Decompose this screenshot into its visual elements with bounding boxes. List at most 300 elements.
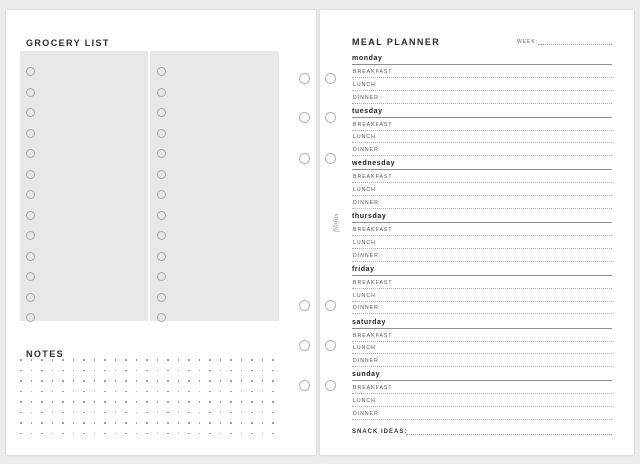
grid-dot	[220, 422, 222, 424]
grid-dot	[31, 391, 33, 393]
grid-dot	[199, 370, 201, 372]
grid-dot	[125, 433, 127, 435]
day-block-tuesday	[352, 108, 612, 160]
column-divider	[148, 51, 150, 321]
grid-dot	[115, 433, 117, 435]
grid-dot	[41, 391, 43, 393]
grid-dot	[73, 391, 75, 393]
meal-label-breakfast: BREAKFAST	[353, 69, 393, 75]
grid-dot	[220, 433, 222, 435]
grid-dot	[251, 433, 253, 435]
binder-hole	[325, 340, 336, 351]
grid-dot	[272, 391, 274, 393]
grid-dot	[41, 401, 43, 403]
grid-dot	[62, 422, 64, 424]
grid-dot	[115, 391, 117, 393]
grid-dot	[241, 359, 243, 361]
meal-entry-line[interactable]	[352, 393, 612, 394]
grid-dot	[20, 422, 22, 424]
grocery-checkbox[interactable]	[26, 108, 35, 117]
meal-label-dinner: DINNER	[353, 252, 379, 259]
grocery-checkbox[interactable]	[26, 67, 35, 76]
grocery-column-2	[151, 51, 278, 321]
day-block-friday	[352, 266, 612, 318]
meal-label-lunch: LUNCH	[353, 134, 376, 141]
grid-dot	[272, 433, 274, 435]
grid-dot	[104, 359, 106, 361]
grid-dot	[251, 412, 253, 414]
day-block-sunday	[352, 371, 612, 423]
grocery-checkbox[interactable]	[26, 170, 35, 179]
grid-dot	[262, 433, 264, 435]
grid-dot	[41, 359, 43, 361]
grid-dot	[20, 412, 22, 414]
grid-dot	[52, 391, 54, 393]
meal-label-lunch: LUNCH	[353, 345, 376, 352]
grid-dot	[199, 359, 201, 361]
grid-dot	[157, 359, 159, 361]
grid-dot	[167, 380, 169, 382]
grid-dot	[157, 380, 159, 382]
meal-label-dinner: DINNER	[353, 94, 379, 101]
meal-label-dinner: DINNER	[353, 305, 379, 312]
grid-dot	[41, 433, 43, 435]
day-block-wednesday	[352, 160, 612, 212]
grid-dot	[73, 380, 75, 382]
grid-dot	[146, 391, 148, 393]
grid-dot	[136, 370, 138, 372]
grid-dot	[209, 412, 211, 414]
grid-dot	[188, 401, 190, 403]
grid-dot	[20, 359, 22, 361]
grid-dot	[199, 391, 201, 393]
grocery-list-title: GROCERY LIST	[26, 38, 110, 48]
day-divider	[352, 64, 612, 65]
grid-dot	[94, 380, 96, 382]
meal-label-breakfast: BREAKFAST	[353, 385, 393, 392]
grid-dot	[20, 391, 22, 393]
grid-dot	[52, 433, 54, 435]
grid-dot	[188, 391, 190, 393]
grid-dot	[136, 433, 138, 435]
grid-dot	[41, 422, 43, 424]
grid-dot	[115, 359, 117, 361]
grid-dot	[188, 370, 190, 372]
grid-dot	[136, 391, 138, 393]
grid-dot	[241, 391, 243, 393]
grid-dot	[52, 422, 54, 424]
grid-dot	[146, 433, 148, 435]
grid-dot	[115, 370, 117, 372]
grid-dot	[167, 391, 169, 393]
grocery-checkbox[interactable]	[157, 108, 166, 117]
grid-dot	[230, 433, 232, 435]
grid-dot	[125, 391, 127, 393]
grid-dot	[83, 422, 85, 424]
day-block-thursday	[352, 213, 612, 265]
grid-dot	[125, 401, 127, 403]
grid-dot	[167, 422, 169, 424]
grid-dot	[20, 433, 22, 435]
binder-hole	[325, 73, 336, 84]
grid-dot	[136, 422, 138, 424]
meal-entry-line[interactable]	[352, 301, 612, 302]
meal-entry-line[interactable]	[352, 353, 612, 354]
grocery-checkbox[interactable]	[157, 313, 166, 322]
grid-dot	[178, 359, 180, 361]
grid-dot	[230, 380, 232, 382]
notes-dot-grid[interactable]	[20, 359, 280, 439]
grid-dot	[220, 391, 222, 393]
day-divider	[352, 117, 612, 118]
grid-dot	[167, 370, 169, 372]
grid-dot	[157, 422, 159, 424]
grid-dot	[73, 412, 75, 414]
meal-label-breakfast: BREAKFAST	[353, 279, 393, 286]
day-divider	[352, 222, 612, 223]
grid-dot	[94, 359, 96, 361]
meal-entry-line[interactable]	[352, 235, 612, 236]
grocery-checkbox[interactable]	[26, 211, 35, 220]
grid-dot	[230, 401, 232, 403]
grocery-checkbox[interactable]	[157, 88, 166, 97]
grid-dot	[146, 359, 148, 361]
grid-dot	[136, 401, 138, 403]
grid-dot	[31, 401, 33, 403]
grid-dot	[241, 401, 243, 403]
grocery-checkbox[interactable]	[26, 313, 35, 322]
grid-dot	[62, 370, 64, 372]
grid-dot	[209, 391, 211, 393]
grid-dot	[146, 380, 148, 382]
grid-dot	[31, 412, 33, 414]
day-name: wednesday	[352, 160, 396, 168]
grid-dot	[104, 370, 106, 372]
grid-dot	[230, 370, 232, 372]
grid-dot	[272, 380, 274, 382]
grid-dot	[262, 412, 264, 414]
day-divider	[352, 328, 612, 329]
grid-dot	[52, 370, 54, 372]
binder-hole	[325, 112, 336, 123]
grid-dot	[178, 380, 180, 382]
grocery-column-1	[20, 51, 147, 321]
grid-dot	[31, 422, 33, 424]
grid-dot	[220, 412, 222, 414]
grid-dot	[272, 422, 274, 424]
grocery-checkbox[interactable]	[157, 170, 166, 179]
grid-dot	[83, 401, 85, 403]
grid-dot	[73, 370, 75, 372]
grid-dot	[115, 422, 117, 424]
snack-ideas-label: SNACK IDEAS:	[352, 429, 408, 435]
binder-hole	[325, 153, 336, 164]
meal-label-dinner: DINNER	[353, 410, 379, 417]
grid-dot	[272, 359, 274, 361]
grocery-list-box	[20, 51, 279, 321]
meal-entry-line[interactable]	[352, 103, 612, 104]
grid-dot	[251, 380, 253, 382]
grid-dot	[115, 380, 117, 382]
grid-dot	[146, 422, 148, 424]
week-input-line[interactable]	[538, 44, 612, 45]
grid-dot	[251, 370, 253, 372]
grid-dot	[115, 412, 117, 414]
meal-label-breakfast: BREAKFAST	[353, 227, 393, 234]
grid-dot	[83, 433, 85, 435]
meal-entry-line[interactable]	[352, 248, 612, 249]
grid-dot	[104, 401, 106, 403]
grid-dot	[199, 422, 201, 424]
binder-hole	[299, 112, 310, 123]
grid-dot	[94, 370, 96, 372]
grid-dot	[20, 401, 22, 403]
week-label: WEEK:	[517, 39, 539, 45]
grid-dot	[52, 412, 54, 414]
grid-dot	[262, 391, 264, 393]
grid-dot	[125, 370, 127, 372]
grid-dot	[251, 401, 253, 403]
grid-dot	[157, 370, 159, 372]
grid-dot	[73, 433, 75, 435]
grocery-checkbox[interactable]	[157, 252, 166, 261]
grid-dot	[167, 401, 169, 403]
grid-dot	[62, 433, 64, 435]
meal-entry-line[interactable]	[352, 142, 612, 143]
grocery-checkbox[interactable]	[26, 231, 35, 240]
grid-dot	[230, 359, 232, 361]
grid-dot	[20, 370, 22, 372]
meal-planner-title: MEAL PLANNER	[352, 37, 441, 47]
meal-label-lunch: LUNCH	[353, 81, 376, 88]
meal-label-lunch: LUNCH	[353, 187, 376, 194]
grid-dot	[220, 380, 222, 382]
grid-dot	[251, 391, 253, 393]
binder-hole	[299, 380, 310, 391]
grocery-checkbox[interactable]	[26, 129, 35, 138]
meal-entry-line[interactable]	[352, 313, 612, 314]
grid-dot	[125, 359, 127, 361]
binder-hole	[325, 300, 336, 311]
grid-dot	[220, 401, 222, 403]
grid-dot	[94, 391, 96, 393]
grid-dot	[136, 380, 138, 382]
grid-dot	[251, 359, 253, 361]
grid-dot	[94, 422, 96, 424]
grid-dot	[220, 359, 222, 361]
grocery-checkbox[interactable]	[157, 67, 166, 76]
grocery-checkbox[interactable]	[157, 149, 166, 158]
grid-dot	[41, 380, 43, 382]
grid-dot	[83, 380, 85, 382]
grid-dot	[20, 380, 22, 382]
grocery-checkbox[interactable]	[157, 190, 166, 199]
grid-dot	[272, 370, 274, 372]
grid-dot	[31, 433, 33, 435]
grid-dot	[188, 433, 190, 435]
grocery-checkbox[interactable]	[157, 231, 166, 240]
grid-dot	[167, 359, 169, 361]
meal-entry-line[interactable]	[352, 366, 612, 367]
snack-ideas-line[interactable]	[406, 434, 612, 435]
grid-dot	[157, 433, 159, 435]
grid-dot	[188, 359, 190, 361]
meal-entry-line[interactable]	[352, 155, 612, 156]
day-name: saturday	[352, 318, 386, 326]
grocery-checkbox[interactable]	[26, 88, 35, 97]
grid-dot	[62, 380, 64, 382]
grid-dot	[73, 401, 75, 403]
grid-dot	[209, 359, 211, 361]
meal-label-lunch: LUNCH	[353, 397, 376, 404]
grid-dot	[199, 433, 201, 435]
grid-dot	[62, 359, 64, 361]
meal-entry-line[interactable]	[352, 419, 612, 420]
grid-dot	[83, 359, 85, 361]
grid-dot	[125, 380, 127, 382]
grid-dot	[115, 401, 117, 403]
meal-label-lunch: LUNCH	[353, 292, 376, 299]
binder-hole	[325, 380, 336, 391]
grocery-checkbox[interactable]	[157, 293, 166, 302]
day-block-saturday	[352, 319, 612, 371]
grid-dot	[136, 359, 138, 361]
grid-dot	[241, 370, 243, 372]
grid-dot	[262, 380, 264, 382]
meal-entry-line[interactable]	[352, 90, 612, 91]
grid-dot	[188, 412, 190, 414]
grid-dot	[157, 401, 159, 403]
day-name: thursday	[352, 213, 387, 221]
grid-dot	[262, 422, 264, 424]
grid-dot	[62, 401, 64, 403]
grid-dot	[262, 359, 264, 361]
meal-entry-line[interactable]	[352, 130, 612, 131]
meal-label-breakfast: BREAKFAST	[353, 121, 393, 128]
grid-dot	[83, 391, 85, 393]
grid-dot	[188, 422, 190, 424]
grid-dot	[52, 401, 54, 403]
meal-entry-line[interactable]	[352, 341, 612, 342]
grid-dot	[230, 412, 232, 414]
brand-logo: filofax	[333, 213, 340, 232]
binder-hole	[299, 153, 310, 164]
meal-entry-line[interactable]	[352, 406, 612, 407]
grid-dot	[62, 391, 64, 393]
grid-dot	[31, 370, 33, 372]
grid-dot	[251, 422, 253, 424]
grid-dot	[146, 370, 148, 372]
meal-entry-line[interactable]	[352, 208, 612, 209]
grid-dot	[178, 433, 180, 435]
grid-dot	[178, 412, 180, 414]
grid-dot	[178, 391, 180, 393]
grid-dot	[146, 401, 148, 403]
grid-dot	[241, 422, 243, 424]
grocery-checkbox[interactable]	[157, 129, 166, 138]
grid-dot	[209, 433, 211, 435]
meal-label-dinner: DINNER	[353, 147, 379, 154]
meal-entry-line[interactable]	[352, 195, 612, 196]
grid-dot	[104, 422, 106, 424]
grid-dot	[241, 380, 243, 382]
grid-dot	[241, 412, 243, 414]
grid-dot	[94, 433, 96, 435]
grid-dot	[209, 422, 211, 424]
grid-dot	[220, 370, 222, 372]
grid-dot	[199, 380, 201, 382]
grid-dot	[83, 370, 85, 372]
grid-dot	[262, 401, 264, 403]
grid-dot	[241, 433, 243, 435]
binder-hole	[299, 73, 310, 84]
grid-dot	[188, 380, 190, 382]
grid-dot	[104, 380, 106, 382]
meal-entry-line[interactable]	[352, 288, 612, 289]
day-divider	[352, 275, 612, 276]
grid-dot	[31, 380, 33, 382]
meal-label-dinner: DINNER	[353, 358, 379, 365]
meal-entry-line[interactable]	[352, 261, 612, 262]
grocery-checkbox[interactable]	[157, 272, 166, 281]
grid-dot	[52, 380, 54, 382]
grid-dot	[104, 433, 106, 435]
grid-dot	[272, 401, 274, 403]
meal-entry-line[interactable]	[352, 182, 612, 183]
grid-dot	[136, 412, 138, 414]
grocery-checkbox[interactable]	[26, 190, 35, 199]
grocery-checkbox[interactable]	[26, 272, 35, 281]
grid-dot	[199, 412, 201, 414]
grid-dot	[178, 370, 180, 372]
grid-dot	[157, 391, 159, 393]
grid-dot	[52, 359, 54, 361]
meal-entry-line[interactable]	[352, 77, 612, 78]
grid-dot	[209, 370, 211, 372]
grid-dot	[178, 401, 180, 403]
day-divider	[352, 380, 612, 381]
grid-dot	[230, 391, 232, 393]
grid-dot	[83, 412, 85, 414]
grid-dot	[104, 391, 106, 393]
grid-dot	[230, 422, 232, 424]
meal-label-breakfast: BREAKFAST	[353, 332, 393, 339]
grid-dot	[73, 422, 75, 424]
notes-title: NOTES	[26, 349, 65, 359]
grid-dot	[41, 412, 43, 414]
grid-dot	[73, 359, 75, 361]
grocery-checkbox[interactable]	[26, 252, 35, 261]
grid-dot	[209, 401, 211, 403]
grocery-checkbox[interactable]	[26, 293, 35, 302]
day-name: sunday	[352, 371, 381, 379]
grid-dot	[125, 412, 127, 414]
grid-dot	[146, 412, 148, 414]
day-block-monday	[352, 55, 612, 107]
grid-dot	[41, 370, 43, 372]
grid-dot	[167, 433, 169, 435]
day-name: tuesday	[352, 107, 383, 115]
grocery-checkbox[interactable]	[26, 149, 35, 158]
binder-hole	[299, 300, 310, 311]
meal-label-breakfast: BREAKFAST	[353, 174, 393, 181]
grid-dot	[62, 412, 64, 414]
grid-dot	[31, 359, 33, 361]
grid-dot	[94, 412, 96, 414]
meal-label-dinner: DINNER	[353, 199, 379, 206]
grocery-checkbox[interactable]	[157, 211, 166, 220]
grid-dot	[209, 380, 211, 382]
